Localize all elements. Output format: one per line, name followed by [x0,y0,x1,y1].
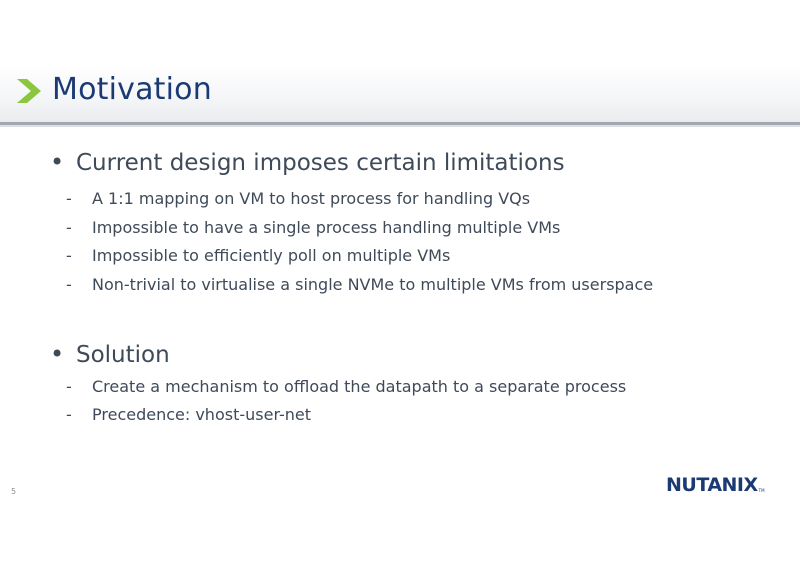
sub-bullet-text: Impossible to efficiently poll on multiple VMs [92,246,451,265]
sub-bullet-item [66,376,626,398]
sub-bullet-item [66,245,450,267]
logo-trademark: TM [758,488,765,493]
bullet-item [50,147,565,178]
title-divider-shadow [0,125,800,127]
nutanix-logo [666,474,765,496]
bullet-text: Current design imposes certain limitations [76,150,565,176]
sub-bullet-item [66,404,311,426]
logo-wordmark: NUTANIX [666,474,758,496]
page-number: 5 [11,487,17,496]
bullet-item [50,339,170,370]
sub-bullet-marker: - [66,189,72,208]
sub-bullet-item [66,274,653,296]
sub-bullet-marker: - [66,405,72,424]
bullet-text: Solution [76,342,170,368]
sub-bullet-text: A 1:1 mapping on VM to host process for handling VQs [92,189,531,208]
sub-bullet-text: Precedence: vhost-user-net [92,405,312,424]
bullet-marker: • [50,340,65,368]
sub-bullet-text: Non-trivial to virtualise a single NVMe to multiple VMs from userspace [92,275,654,294]
slide-title: Motivation [52,72,212,107]
bullet-marker: • [50,148,65,176]
sub-bullet-marker: - [66,275,72,294]
sub-bullet-item [66,188,530,210]
sub-bullet-item [66,217,560,239]
sub-bullet-marker: - [66,377,72,396]
sub-bullet-text: Create a mechanism to offload the datapath to a separate process [92,377,627,396]
chevron-right-icon [16,79,42,103]
sub-bullet-marker: - [66,246,72,265]
sub-bullet-text: Impossible to have a single process handling multiple VMs [92,218,561,237]
sub-bullet-marker: - [66,218,72,237]
